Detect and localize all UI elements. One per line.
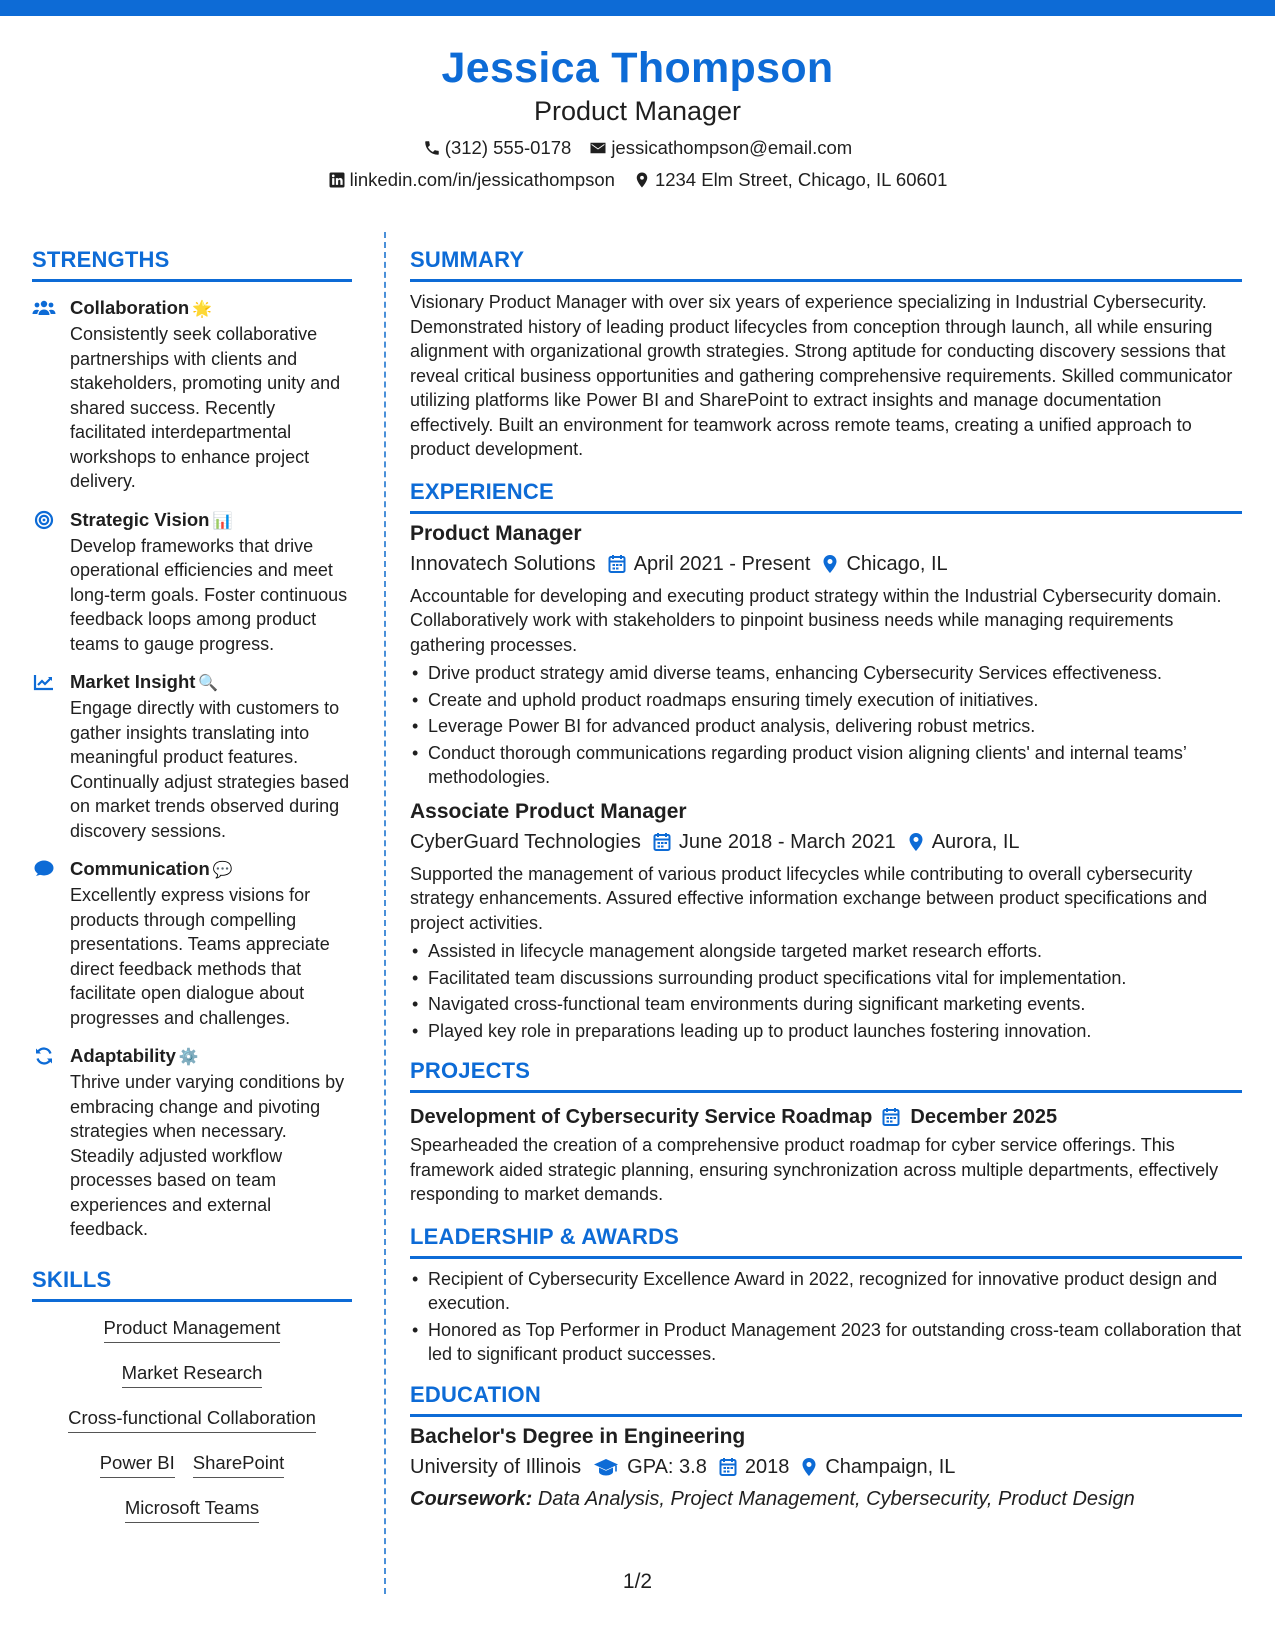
bullet-item: • Played key role in preparations leading up to product launches fostering innovation. xyxy=(410,1019,1242,1044)
job-entry xyxy=(410,520,1242,790)
map-pin-icon xyxy=(908,832,924,852)
skill-tag: Cross-functional Collaboration xyxy=(68,1406,316,1433)
map-pin-icon xyxy=(633,171,651,189)
awards-list xyxy=(410,1267,1242,1367)
project-entry xyxy=(410,1103,1242,1207)
left-column xyxy=(32,246,352,1541)
skill-tag: Microsoft Teams xyxy=(125,1496,259,1523)
coursework-line xyxy=(410,1485,1242,1513)
coursework-text: Data Analysis, Project Management, Cybersecurity, Product Design xyxy=(537,1487,1135,1510)
linkedin-icon xyxy=(328,171,346,189)
strength-item xyxy=(32,857,352,1030)
skills-list xyxy=(32,1316,352,1523)
candidate-name: Jessica Thompson xyxy=(441,44,834,92)
strength-item xyxy=(32,1044,352,1242)
skill-tag: SharePoint xyxy=(193,1451,285,1478)
phone-icon xyxy=(423,139,441,157)
strength-title: Strategic Vision xyxy=(70,508,210,530)
school-name: University of Illinois xyxy=(410,1455,582,1478)
address-text: 1234 Elm Street, Chicago, IL 60601 xyxy=(654,169,948,190)
contact-row-2 xyxy=(0,168,1275,192)
strength-title: Collaboration xyxy=(70,297,190,318)
candidate-role: Product Manager xyxy=(533,96,742,126)
strength-description: Develop frameworks that drive operational efficiencies and meet long-term goals. Foster continuous feedback loops among product teams to gauge progress. xyxy=(70,535,348,654)
job-meta xyxy=(410,550,1242,578)
skill-tag: Market Research xyxy=(122,1361,263,1388)
sync-icon xyxy=(32,1046,56,1066)
strength-description: Engage directly with customers to gather insights translating into meaningful product features. Continually adjust strategies based on market trends observed during discovery sessions. xyxy=(70,698,350,841)
job-bullets xyxy=(410,939,1242,1043)
education-meta xyxy=(410,1453,1242,1481)
project-description: Spearheaded the creation of a comprehensive product roadmap for cyber service offerings. This framework aided strategic planning, ensuring synchronization across multiple departments, effectively responding to market demands. xyxy=(410,1135,1219,1204)
job-description: Supported the management of various product lifecycles while contributing to overall cybersecurity strategy enhancements. Assured effective information exchange between product specifications and project activities. xyxy=(410,863,1208,933)
bullet-item: • Navigated cross-functional team environments during significant marketing events. xyxy=(410,992,1242,1017)
bullet-item: • Conduct thorough communications regarding product vision aligning clients' and internal teams’ methodologies. xyxy=(410,741,1242,790)
strength-title: Market Insight xyxy=(70,671,196,692)
column-divider xyxy=(384,232,386,1594)
job-description: Accountable for developing and executing product strategy within the Industrial Cybersecurity domain. Collaboratively work with stakeholders to pinpoint business needs while managing requirements gathering processes. xyxy=(410,585,1222,655)
email-contact[interactable] xyxy=(589,136,852,160)
award-item: • Recipient of Cybersecurity Excellence Award in 2022, recognized for innovative product design and execution. xyxy=(410,1267,1242,1316)
job-location: Chicago, IL xyxy=(846,552,948,575)
job-dates: June 2018 - March 2021 xyxy=(678,830,896,853)
job-dates: April 2021 - Present xyxy=(633,552,811,575)
phone-contact[interactable] xyxy=(423,136,572,160)
summary-heading: SUMMARY xyxy=(410,246,1242,282)
calendar-icon xyxy=(882,1107,900,1127)
contact-row-1 xyxy=(0,136,1275,160)
company-name: CyberGuard Technologies xyxy=(410,830,641,853)
job-title: Product Manager xyxy=(410,521,582,545)
speech-bubble-icon: 💬 xyxy=(212,862,233,879)
strength-item xyxy=(32,508,352,657)
comment-icon xyxy=(32,859,56,879)
bullet-item: • Drive product strategy amid diverse teams, enhancing Cybersecurity Services effectiveness. xyxy=(410,661,1242,686)
job-location: Aurora, IL xyxy=(931,830,1020,853)
strength-item xyxy=(32,670,352,843)
education-entry xyxy=(410,1423,1242,1513)
experience-heading: EXPERIENCE xyxy=(410,478,1242,514)
strength-description: Thrive under varying conditions by embracing change and pivoting strategies when necessary. Steadily adjusted workflow processes based on team experiences and external feedback. xyxy=(70,1072,345,1239)
bullet-item: • Create and uphold product roadmaps ensuring timely execution of initiatives. xyxy=(410,688,1242,713)
skill-tag: Product Management xyxy=(104,1316,281,1343)
target-icon xyxy=(32,510,56,530)
gpa-text: GPA: 3.8 xyxy=(627,1455,707,1478)
graduation-cap-icon xyxy=(593,1457,619,1477)
top-accent-bar xyxy=(0,0,1275,16)
job-meta xyxy=(410,828,1242,856)
linkedin-text: linkedin.com/in/jessicathompson xyxy=(349,169,615,190)
page-number: 1/2 xyxy=(622,1570,653,1593)
calendar-icon xyxy=(653,832,671,852)
chart-line-icon xyxy=(32,672,56,692)
strength-title: Adaptability xyxy=(70,1045,176,1066)
projects-heading: PROJECTS xyxy=(410,1057,1242,1093)
project-date: December 2025 xyxy=(910,1106,1058,1128)
job-entry xyxy=(410,798,1242,1044)
calendar-icon xyxy=(608,554,626,574)
gear-icon: ⚙️ xyxy=(178,1049,199,1066)
phone-text: (312) 555-0178 xyxy=(444,137,572,158)
linkedin-contact[interactable] xyxy=(328,168,615,192)
star-icon: 🌟 xyxy=(192,301,213,318)
strength-description: Consistently seek collaborative partnerships with clients and stakeholders, promoting unity and shared success. Recently facilitated interdepartmental workshops to enhance project delivery. xyxy=(70,324,341,491)
graduation-year: 2018 xyxy=(744,1455,790,1478)
awards-heading: LEADERSHIP & AWARDS xyxy=(410,1223,1242,1259)
project-header xyxy=(410,1103,1242,1131)
project-name: Development of Cybersecurity Service Roadmap xyxy=(410,1106,873,1128)
resume-header xyxy=(0,42,1275,192)
strength-description: Excellently express visions for products through compelling presentations. Teams appreciate direct feedback methods that facilitate open dialogue about progresses and challenges. xyxy=(70,885,330,1028)
strength-title: Communication xyxy=(70,858,210,879)
map-pin-icon xyxy=(801,1457,817,1477)
bullet-item: • Leverage Power BI for advanced product analysis, delivering robust metrics. xyxy=(410,714,1242,739)
bar-chart-icon: 📊 xyxy=(212,512,233,530)
degree-title: Bachelor's Degree in Engineering xyxy=(410,1424,746,1448)
summary-text: Visionary Product Manager with over six years of experience specializing in Industrial Cybersecurity. Demonstrated history of leading product lifecycles from conception through launch, all while ensuring alignment with organizational growth strategies. Strong aptitude for conducting discovery sessions that reveal critical business opportunities and gathering comprehensive requirements. Skilled communicator utilizing platforms like Power BI and SharePoint to extract insights and manage documentation effectively. Built an environment for teamwork across remote teams, creating a unified approach to product development. xyxy=(410,292,1233,459)
education-location: Champaign, IL xyxy=(825,1455,956,1478)
strength-item xyxy=(32,296,352,494)
skill-tag: Power BI xyxy=(100,1451,175,1478)
email-text: jessicathompson@email.com xyxy=(611,137,853,158)
coursework-label: Coursework: xyxy=(410,1487,533,1510)
bullet-item: • Facilitated team discussions surrounding product specifications vital for implementation. xyxy=(410,966,1242,991)
map-pin-icon xyxy=(822,554,838,574)
right-column xyxy=(410,246,1242,1513)
skills-heading: SKILLS xyxy=(32,1266,352,1302)
envelope-icon xyxy=(589,139,607,157)
company-name: Innovatech Solutions xyxy=(410,552,596,575)
bullet-item: • Assisted in lifecycle management alongside targeted market research efforts. xyxy=(410,939,1242,964)
education-heading: EDUCATION xyxy=(410,1381,1242,1417)
award-item: • Honored as Top Performer in Product Management 2023 for outstanding cross-team collaboration that led to significant product successes. xyxy=(410,1318,1242,1367)
job-bullets xyxy=(410,661,1242,790)
address-contact xyxy=(633,168,947,192)
magnifier-icon: 🔍 xyxy=(198,675,219,692)
strengths-heading: STRENGTHS xyxy=(32,246,352,282)
calendar-icon xyxy=(719,1457,737,1477)
job-title: Associate Product Manager xyxy=(410,799,687,823)
users-icon xyxy=(32,298,56,318)
